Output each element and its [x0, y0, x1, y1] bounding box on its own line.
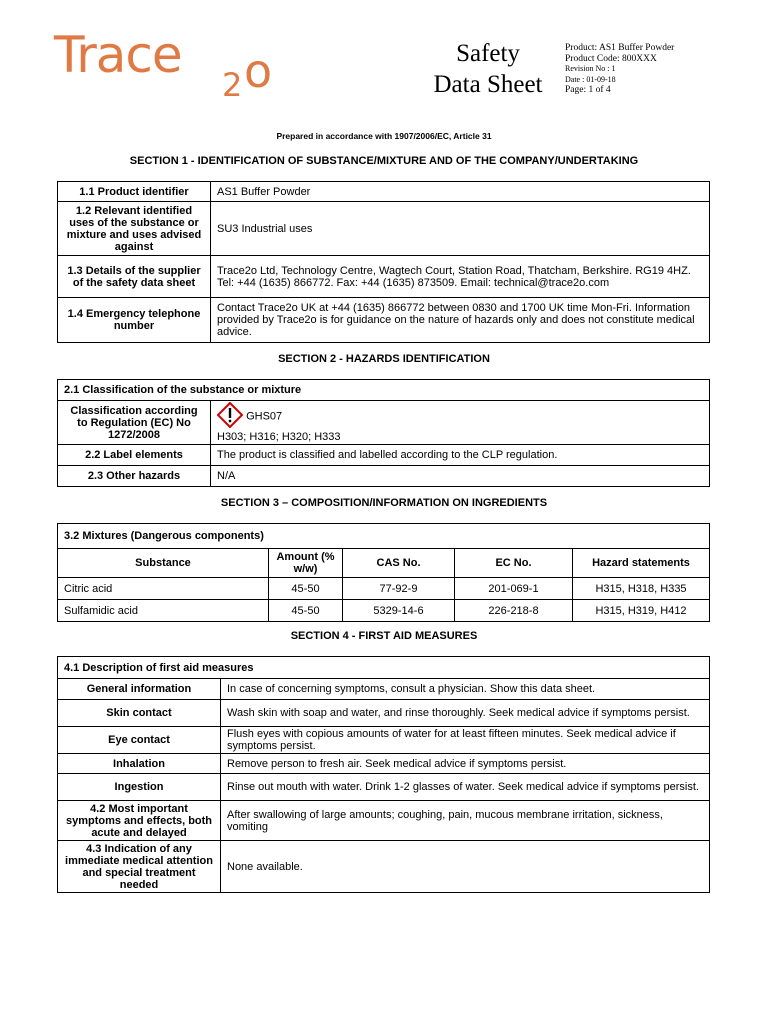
table-row: [58, 754, 710, 774]
ghs-code: GHS07: [246, 410, 283, 423]
table-row: [58, 600, 710, 622]
row-label: 4.3 Indication of any immediate medical attention and special treatment needed: [58, 841, 221, 893]
prepared-note: Prepared in accordance with 1907/2006/EC, Article 31: [276, 131, 492, 141]
row-value: Wash skin with soap and water, and rinse thoroughly. Seek medical advice if symptoms persist.: [221, 700, 710, 727]
meta-date: Date : 01-09-18: [565, 74, 616, 84]
section-4-heading: SECTION 4 - FIRST AID MEASURES: [290, 630, 478, 642]
table-row: [58, 679, 710, 700]
column-header: CAS No.: [343, 549, 455, 578]
row-label: 1.4 Emergency telephone number: [58, 298, 211, 343]
table-row: [58, 841, 710, 893]
section-4-table: [57, 656, 710, 893]
section-1-heading: SECTION 1 - IDENTIFICATION OF SUBSTANCE/MIXTURE AND OF THE COMPANY/UNDERTAKING: [129, 155, 639, 167]
table-row: [58, 202, 710, 256]
title-line-2: Data Sheet: [433, 71, 543, 98]
row-label: Eye contact: [58, 727, 221, 754]
section-3-table: [57, 523, 710, 622]
row-label: 1.2 Relevant identified uses of the substance or mixture and uses advised against: [58, 202, 211, 256]
meta-revision: Revision No : 1: [565, 64, 616, 73]
row-value: The product is classified and labelled according to the CLP regulation.: [211, 445, 710, 466]
row-label: 2.3 Other hazards: [58, 466, 211, 487]
table-row: [58, 298, 710, 343]
table-row: [58, 578, 710, 600]
table-row: [58, 401, 710, 445]
row-value: None available.: [221, 841, 710, 893]
table-row: [58, 380, 710, 401]
table-cell: 77-92-9: [343, 578, 455, 600]
table-row: [58, 774, 710, 801]
table-row: [58, 256, 710, 298]
logo-end-text: o: [244, 44, 273, 98]
row-value: AS1 Buffer Powder: [211, 182, 710, 202]
meta-product-code: Product Code: 800XXX: [565, 53, 657, 64]
section-3-title: 3.2 Mixtures (Dangerous components): [58, 524, 710, 549]
section-2-title: 2.1 Classification of the substance or mixture: [58, 380, 710, 401]
table-cell: 201-069-1: [455, 578, 573, 600]
column-header: EC No.: [455, 549, 573, 578]
table-cell: 45-50: [269, 578, 343, 600]
table-row: [58, 700, 710, 727]
row-value: Contact Trace2o UK at +44 (1635) 866772 between 0830 and 1700 UK time Mon-Fri. Information provided by Trace2o is for guidance on the nature of hazards only and does not constitute medical advice.: [211, 298, 710, 343]
row-label: General information: [58, 679, 221, 700]
row-value: N/A: [211, 466, 710, 487]
column-header: Hazard statements: [573, 549, 710, 578]
table-cell: Sulfamidic acid: [58, 600, 269, 622]
table-row: [58, 524, 710, 549]
meta-page: Page: 1 of 4: [565, 85, 611, 95]
table-cell: 226-218-8: [455, 600, 573, 622]
row-label: 4.2 Most important symptoms and effects, both acute and delayed: [58, 801, 221, 841]
table-row: [58, 445, 710, 466]
table-cell: Citric acid: [58, 578, 269, 600]
document-meta: [565, 43, 674, 96]
document-title: [418, 38, 558, 100]
table-cell: 45-50: [269, 600, 343, 622]
table-cell: 5329-14-6: [343, 600, 455, 622]
table-cell: H315, H319, H412: [573, 600, 710, 622]
row-label: 1.1 Product identifier: [58, 182, 211, 202]
logo-main-text: Trace: [54, 26, 182, 84]
exclamation-hazard-icon: [217, 402, 243, 428]
row-value: SU3 Industrial uses: [211, 202, 710, 256]
meta-product: Product: AS1 Buffer Powder: [565, 43, 675, 53]
row-label: Classification according to Regulation (EC) No 1272/2008: [58, 401, 211, 445]
column-header: Amount (% w/w): [269, 549, 343, 578]
row-value: Trace2o Ltd, Technology Centre, Wagtech Court, Station Road, Thatcham, Berkshire. RG19 4HZ. Tel: +44 (1635) 866772. Fax: +44 (1635) 873509. Email: technical@trace2o.com: [211, 256, 710, 298]
section-4-title: 4.1 Description of first aid measures: [58, 657, 710, 679]
section-2-table: [57, 379, 710, 487]
table-row: [58, 657, 710, 679]
section-1-table: [57, 181, 710, 343]
table-row: [58, 801, 710, 841]
ghs07-pictogram: [217, 402, 243, 431]
row-label: Skin contact: [58, 700, 221, 727]
row-label: Inhalation: [58, 754, 221, 774]
h-codes: H303; H316; H320; H333: [217, 431, 341, 443]
row-value: In case of concerning symptoms, consult a physician. Show this data sheet.: [221, 679, 710, 700]
table-row: [58, 727, 710, 754]
row-label: Ingestion: [58, 774, 221, 801]
section-2-heading: SECTION 2 - HAZARDS IDENTIFICATION: [278, 353, 490, 365]
row-value: [211, 401, 710, 445]
table-header-row: [58, 549, 710, 578]
row-value: Remove person to fresh air. Seek medical advice if symptoms persist.: [221, 754, 710, 774]
column-header: Substance: [58, 549, 269, 578]
row-value: After swallowing of large amounts; coughing, pain, mucous membrane irritation, sickness, vomiting: [221, 801, 710, 841]
row-value: Rinse out mouth with water. Drink 1-2 glasses of water. Seek medical advice if symptoms persist.: [221, 774, 710, 801]
table-row: [58, 466, 710, 487]
row-label: 2.2 Label elements: [58, 445, 211, 466]
logo-subscript: 2: [222, 66, 243, 104]
table-row: [58, 182, 710, 202]
section-3-heading: SECTION 3 – COMPOSITION/INFORMATION ON INGREDIENTS: [220, 497, 548, 509]
row-value: Flush eyes with copious amounts of water for at least fifteen minutes. Seek medical advice if symptoms persist.: [221, 727, 710, 754]
company-logo: [54, 26, 273, 105]
table-cell: H315, H318, H335: [573, 578, 710, 600]
row-label: 1.3 Details of the supplier of the safety data sheet: [58, 256, 211, 298]
title-line-1: Safety: [456, 40, 520, 67]
